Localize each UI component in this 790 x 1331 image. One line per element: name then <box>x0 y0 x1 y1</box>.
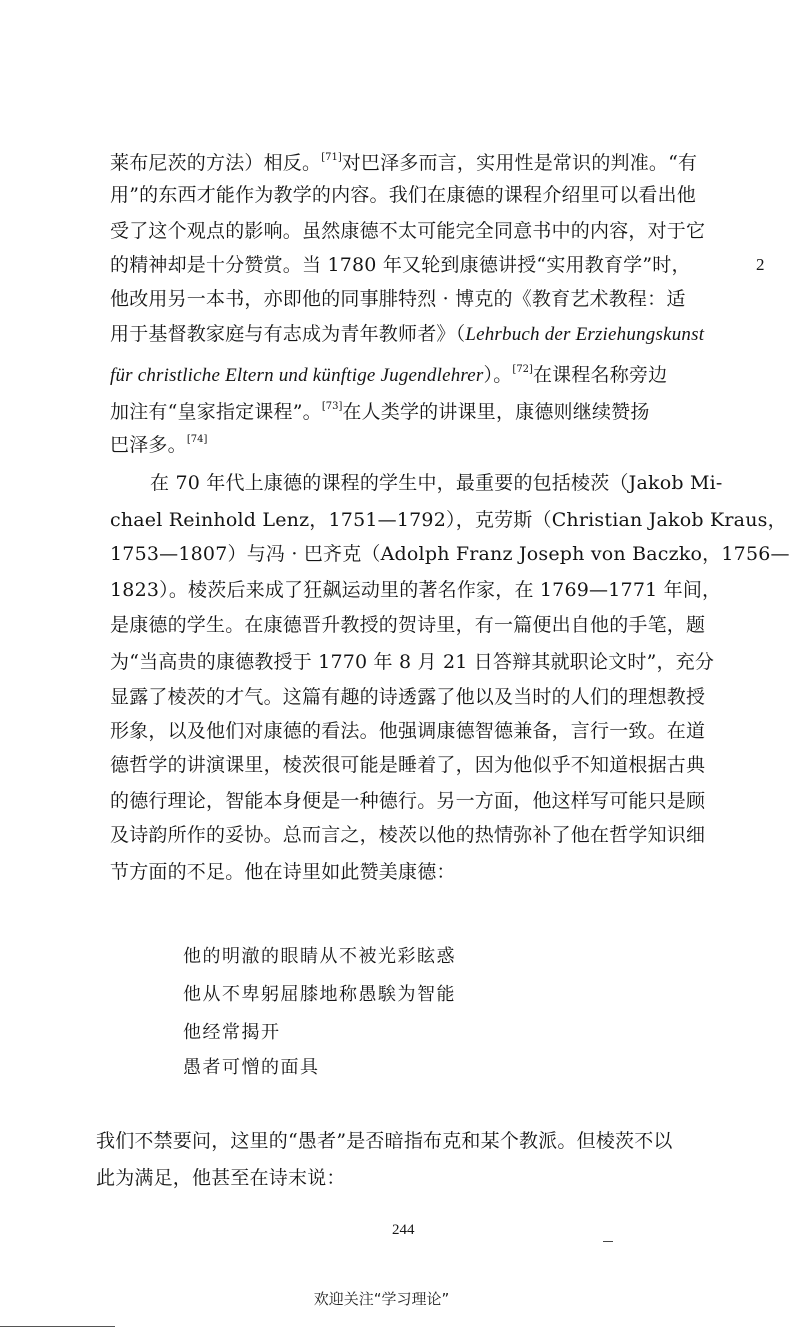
paragraph-3-line-2: 此为满足，他甚至在诗末说： <box>96 1167 346 1189</box>
poem-line-2: 他从不卑躬屈膝地称愚騃为智能 <box>183 984 456 1005</box>
paragraph-2-line-1: 在 70 年代上康德的课程的学生中，最重要的包括棱茨（Jakob Mi- <box>150 472 723 494</box>
paragraph-2-line-3: 1753—1807）与冯 · 巴齐克（Adolph Franz Joseph von Baczko，1756— <box>110 543 790 565</box>
text-segment: ）。 <box>483 364 513 386</box>
page-number: 244 <box>392 1222 415 1238</box>
paragraph-2-line-4: 1823）。棱茨后来成了狂飙运动里的著名作家，在 1769—1771 年间， <box>110 579 722 601</box>
text-segment: 莱布尼茨的方法）相反。 <box>110 152 322 174</box>
text-segment: 在人类学的讲课里，康德则继续赞扬 <box>342 401 650 423</box>
text-segment: 加注有“皇家指定课程”。 <box>110 401 322 423</box>
book-title-german-cont: für christliche Eltern und künftige Jugendlehrer <box>110 365 484 386</box>
paragraph-2-line-11: 及诗韵所作的妥协。总而言之，棱茨以他的热情弥补了他在哲学知识细 <box>110 824 706 846</box>
book-title-german: Lehrbuch der Erziehungskunst <box>465 324 705 345</box>
text-segment: 在课程名称旁边 <box>532 364 668 386</box>
paragraph-1-line-5: 他改用另一本书，亦即他的同事腓特烈 · 博克的《教育艺术教程：适 <box>110 288 686 310</box>
scan-artifact-dash <box>603 1241 613 1242</box>
paragraph-1-line-9 <box>110 428 207 457</box>
footnote-ref-73: [73] <box>321 401 343 412</box>
paragraph-1-line-1 <box>110 146 697 175</box>
paragraph-2-line-2: chael Reinhold Lenz，1751—1792），克劳斯（Christian Jakob Kraus， <box>110 509 787 531</box>
text-segment: 巴泽多。 <box>110 434 187 456</box>
scan-artifact-line <box>0 1326 115 1327</box>
paragraph-1-line-8 <box>110 395 650 424</box>
paragraph-2-line-8: 形象，以及他们对康德的看法。他强调康德智德兼备，言行一致。在道 <box>110 720 706 742</box>
paragraph-3-line-1: 我们不禁要问，这里的“愚者”是否暗指布克和某个教派。但棱茨不以 <box>96 1130 673 1152</box>
poem-line-3: 他经常揭开 <box>183 1022 281 1043</box>
paragraph-1-line-2: 用”的东西才能作为教学的内容。我们在康德的课程介绍里可以看出他 <box>110 184 696 206</box>
poem-line-4: 愚者可憎的面具 <box>183 1057 320 1078</box>
margin-mark: 2 <box>756 255 765 274</box>
paragraph-1-line-3: 受了这个观点的影响。虽然康德不太可能完全同意书中的内容，对于它 <box>110 220 706 242</box>
text-segment: 用于基督教家庭与有志成为青年教师者》（ <box>110 323 466 345</box>
footnote-ref-74: [74] <box>186 434 208 445</box>
paragraph-2-line-6: 为“当高贵的康德教授于 1770 年 8 月 21 日答辩其就职论文时”，充分 <box>110 651 715 673</box>
footer-caption: 欢迎关注“学习理论” <box>313 1290 450 1308</box>
footnote-ref-72: [72] <box>512 364 533 375</box>
paragraph-1-line-7 <box>110 358 667 388</box>
paragraph-2-line-12: 节方面的不足。他在诗里如此赞美康德： <box>110 861 456 883</box>
text-segment: 对巴泽多而言，实用性是常识的判准。“有 <box>341 152 698 174</box>
paragraph-2-line-5: 是康德的学生。在康德晋升教授的贺诗里，有一篇便出自他的手笔，题 <box>110 614 706 636</box>
footnote-ref-71: [71] <box>321 152 342 163</box>
paragraph-1-line-6 <box>110 322 704 347</box>
paragraph-1-line-4: 的精神却是十分赞赏。当 1780 年又轮到康德讲授“实用教育学”时， <box>110 254 691 276</box>
paragraph-2-line-9: 德哲学的讲演课里，棱茨很可能是睡着了，因为他似乎不知道根据古典 <box>110 754 706 776</box>
poem-line-1: 他的明澈的眼睛从不被光彩眩惑 <box>183 946 456 967</box>
paragraph-2-line-10: 的德行理论，智能本身便是一种德行。另一方面，他这样写可能只是顾 <box>110 790 706 812</box>
paragraph-2-line-7: 显露了棱茨的才气。这篇有趣的诗透露了他以及当时的人们的理想教授 <box>110 686 706 708</box>
